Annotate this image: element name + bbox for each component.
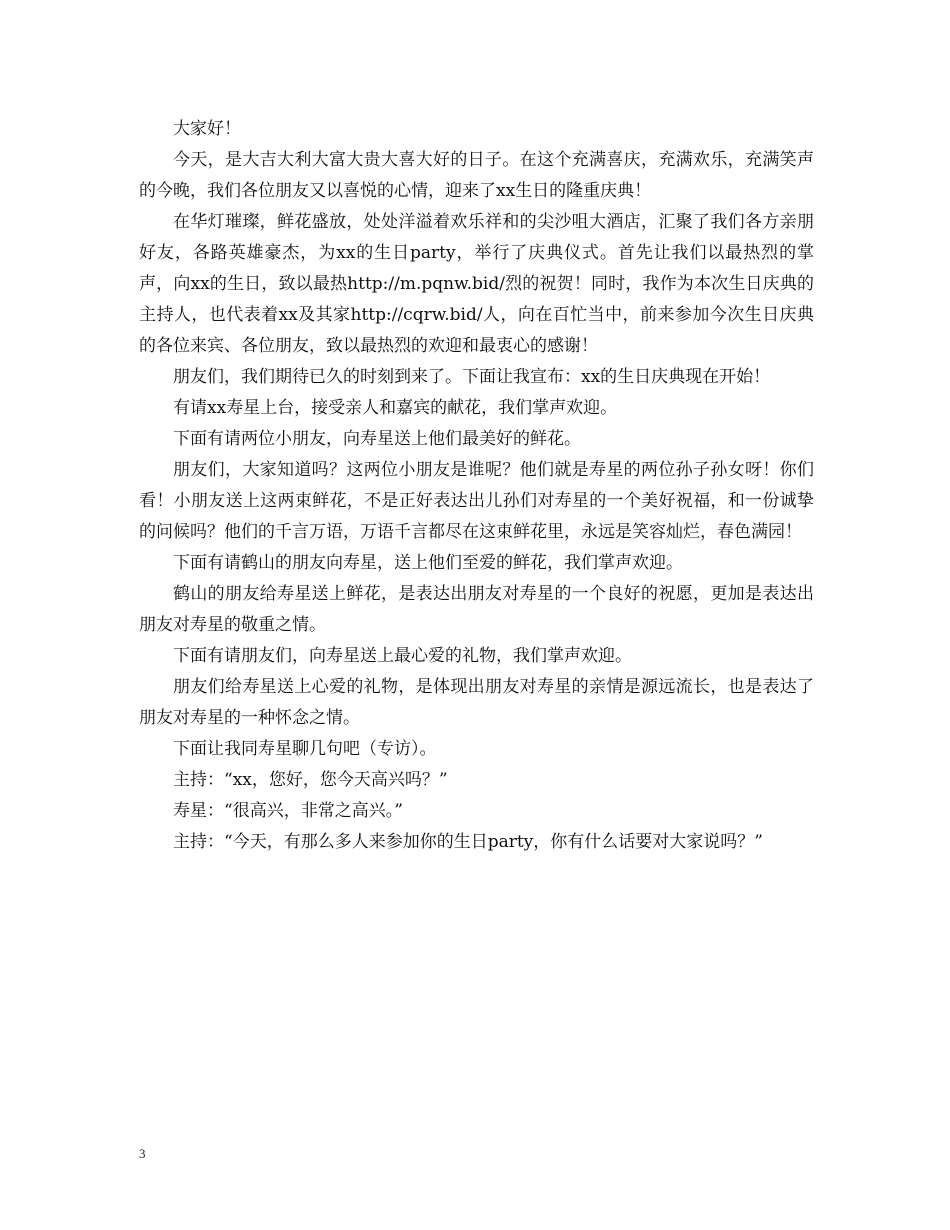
paragraph: 下面有请两位小朋友，向寿星送上他们最美好的鲜花。 bbox=[173, 429, 581, 449]
document-body bbox=[139, 114, 814, 858]
page-number: 3 bbox=[139, 1146, 146, 1161]
paragraph: 大家好！ bbox=[173, 119, 241, 139]
paragraph: 有请xx寿星上台，接受亲人和嘉宾的献花，我们掌声欢迎。 bbox=[173, 398, 618, 418]
paragraph: 下面有请鹤山的朋友向寿星，送上他们至爱的鲜花，我们掌声欢迎。 bbox=[173, 553, 683, 573]
paragraph: 在华灯璀璨，鲜花盛放，处处洋溢着欢乐祥和的尖沙咀大酒店，汇聚了我们各方亲朋好友，各路英雄豪杰，为xx的生日party，举行了庆典仪式。首先让我们以最热烈的掌声，向xx的生日，致以最热http://m.pqnw.bid/烈的祝贺！同时，我作为本次生日庆典的主持人，也代表着xx及其家http://cqrw.bid/人，向在百忙当中，前来参加今次生日庆典的各位来宾、各位朋友，致以最热烈的欢迎和最衷心的感谢！ bbox=[139, 212, 814, 356]
paragraph: 朋友们，我们期待已久的时刻到来了。下面让我宣布：xx的生日庆典现在开始！ bbox=[173, 367, 771, 387]
paragraph: 下面让我同寿星聊几句吧（专访）。 bbox=[173, 739, 437, 759]
paragraph: 下面有请朋友们，向寿星送上最心爱的礼物，我们掌声欢迎。 bbox=[173, 646, 632, 666]
paragraph: 寿星：“很高兴，非常之高兴。” bbox=[173, 801, 403, 821]
paragraph: 主持：“xx，您好，您今天高兴吗？” bbox=[173, 770, 448, 790]
paragraph: 今天，是大吉大利大富大贵大喜大好的日子。在这个充满喜庆，充满欢乐，充满笑声的今晚，我们各位朋友又以喜悦的心情，迎来了xx生日的隆重庆典！ bbox=[139, 150, 814, 201]
paragraph: 朋友们，大家知道吗？这两位小朋友是谁呢？他们就是寿星的两位孙子孙女呀！你们看！小朋友送上这两束鲜花，不是正好表达出儿孙们对寿星的一个美好祝福，和一份诚挚的问候吗？他们的千言万语，万语千言都尽在这束鲜花里，永远是笑容灿烂，春色满园！ bbox=[139, 460, 814, 542]
paragraph: 朋友们给寿星送上心爱的礼物，是体现出朋友对寿星的亲情是源远流长，也是表达了朋友对寿星的一种怀念之情。 bbox=[139, 677, 814, 728]
paragraph: 主持：“今天，有那么多人来参加你的生日party，你有什么话要对大家说吗？” bbox=[173, 832, 763, 852]
paragraph: 鹤山的朋友给寿星送上鲜花，是表达出朋友对寿星的一个良好的祝愿，更加是表达出朋友对寿星的敬重之情。 bbox=[139, 584, 814, 635]
